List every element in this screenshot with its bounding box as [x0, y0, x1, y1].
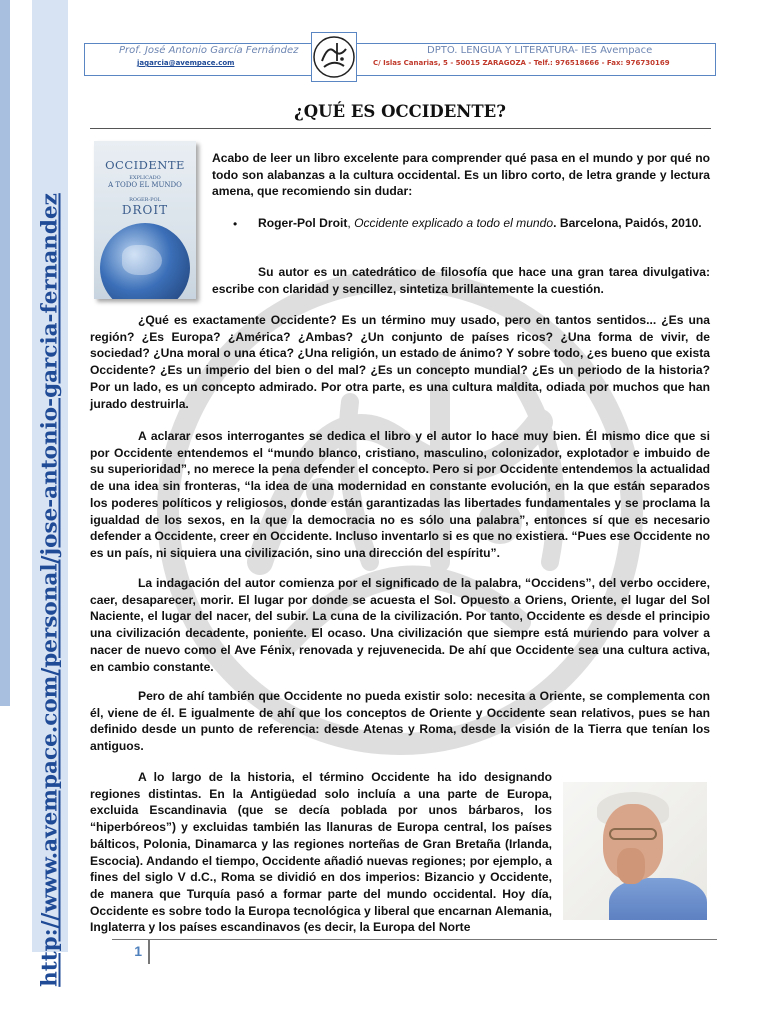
header-address: C/ Islas Canarias, 5 - 50015 ZARAGOZA - Telf.: 976518666 - Fax: 976730169 — [373, 59, 670, 67]
photo-shirt — [609, 878, 707, 920]
reference-title: Occidente explicado a todo el mundo — [354, 216, 554, 230]
intro-paragraph: Acabo de leer un libro excelente para comprender qué pasa en el mundo y por qué no todo son alabanzas a la cultura occidental. Es un libro corto, de letra grande y lectura amena, que recomiendo sin dudar: — [212, 151, 710, 199]
body-paragraph-1: ¿Qué es exactamente Occidente? Es un término muy usado, pero en tantos sentidos... ¿Es una región? ¿Es Europa? ¿América? ¿Ambas? ¿Un conjunto de países ricos? ¿Una forma de vivir, de sociedad? ¿Una moral o una ética? ¿Una religión, un estado de ánimo? Y sobre todo, ¿es bueno que exista Occidente? ¿Es un imperio del bien o del mal? ¿Es un concepto mundial? ¿Es un periodo de la historia? Por un lado, es un concepto admirado. Por otra parte, es una cultura maldita, odiada por muchos que han jurado destruirla. — [90, 313, 710, 411]
sidebar-url-link[interactable]: http://www.avempace.com/personal/jose-antonio-garcia-fernandez — [37, 193, 63, 987]
reference-rest: . Barcelona, Paidós, 2010. — [553, 216, 702, 230]
title-divider — [90, 128, 711, 129]
photo-hand — [617, 848, 645, 884]
globe-illustration — [100, 223, 190, 299]
footer-divider — [112, 939, 717, 940]
book-cover-image — [94, 141, 196, 299]
author-description-paragraph: Su autor es un catedrático de filosofía que hace una gran tarea divulgativa: escribe con claridad y sencillez, sintetiza brillantemente la cuestión. — [212, 265, 710, 296]
body-paragraph-2: A aclarar esos interrogantes se dedica el libro y el autor lo hace muy bien. Él mismo dice que si por Occidente entendemos el “mundo blanco, cristiano, masculino, colonizador, explotador e imbuido de su superioridad”, no merece la pena defender el concepto. Pero si por Occidente entendemos la actualidad de una idea sin fronteras, “la idea de una modernidad en constante evolución, en la que están separados los poderes políticos y religiosos, donde están garantizadas las libertades fundamentales y se proclama la igualdad de los sexos, en la que la democracia no es sólo una palabra”, entonces sí que es necesario defender a Occidente, creer en Occidente. Incluso inventarlo si es que no existiera. “Pues ese Occidente no es un país, ni siquiera una civilización, sino una dirección del espíritu”. — [90, 429, 710, 560]
header-email-link[interactable]: jagarcia@avempace.com — [137, 59, 235, 67]
header-department: DPTO. LENGUA Y LITERATURA- IES Avempace — [427, 45, 653, 56]
body-paragraph-4: Pero de ahí también que Occidente no pueda existir solo: necesita a Oriente, se complementa con él, viene de él. E igualmente de ahí que los conceptos de Oriente y Occidente sean relativos, pues se han definido desde un punto de referencia: desde Atenas y Roma, desde la visión de la Tierra que tenían los antiguos. — [90, 689, 710, 754]
footer-separator — [148, 940, 150, 964]
body-paragraph-3: La indagación del autor comienza por el significado de la palabra, “Occidens”, del verbo occidere, caer, desaparecer, morir. El lugar por donde se acuesta el Sol. Opuesto a Oriens, Oriente, el lugar del Sol Naciente, el lugar del nacer, del subir. La cuna de la civilización. Por tanto, Occidente es desde el principio una civilización decadente, poniente. El ocaso. Una civilización que siempre está muriendo para volver a nacer de nuevo como el Ave Fénix, renovada y rejuvenecida. De ahí que Occidente sea una cultura activa, en cambio constante. — [90, 576, 710, 674]
book-cover-author-top: ROGER-POL — [129, 197, 161, 203]
page-number: 1 — [134, 943, 142, 959]
book-cover-subtitle-top: EXPLICADO — [129, 175, 161, 181]
left-margin-bar — [0, 0, 10, 706]
book-cover-author: DROIT — [121, 203, 169, 217]
page-title: ¿QUÉ ES OCCIDENTE? — [294, 102, 506, 121]
author-photo — [563, 782, 707, 920]
bullet-icon: • — [233, 217, 238, 231]
body-paragraph-5: A lo largo de la historia, el término Occidente ha ido designando regiones distintas. En la Antigüedad solo incluía a una parte de Europa, excluida Escandinavia (que se decía poblada por unos bárbaros, los “hiperbóreos”) y excluidas también las llanuras de Europa central, los países bálticos, Polonia, Dinamarca y las regiones norteñas de Gran Bretaña (Irlanda, Escocia). Andando el tiempo, Occidente añadió nuevas regiones; por ejemplo, a fines del siglo V d.C., Roma se dividió en dos imperios: Bizancio y Occidente, de manera que Turquía pasó a formar parte del mundo occidental. Hoy día, Occidente es sobre todo la Europa tecnológica y liberal que encarnan Alemania, Inglaterra y los países escandinavos (es decir, la Europa del Norte — [90, 770, 552, 935]
book-cover-title: OCCIDENTE — [105, 158, 185, 172]
header-author: Prof. José Antonio García Fernández — [119, 45, 299, 56]
calligraphy-logo-icon — [312, 33, 356, 81]
school-logo — [311, 32, 357, 82]
book-cover-subtitle: A TODO EL MUNDO — [108, 181, 182, 189]
photo-glasses — [609, 828, 657, 840]
page-header — [84, 43, 716, 76]
book-reference: Roger-Pol Droit, Occidente explicado a todo el mundo. Barcelona, Paidós, 2010. — [258, 216, 702, 230]
reference-author: Roger-Pol Droit — [258, 216, 348, 230]
